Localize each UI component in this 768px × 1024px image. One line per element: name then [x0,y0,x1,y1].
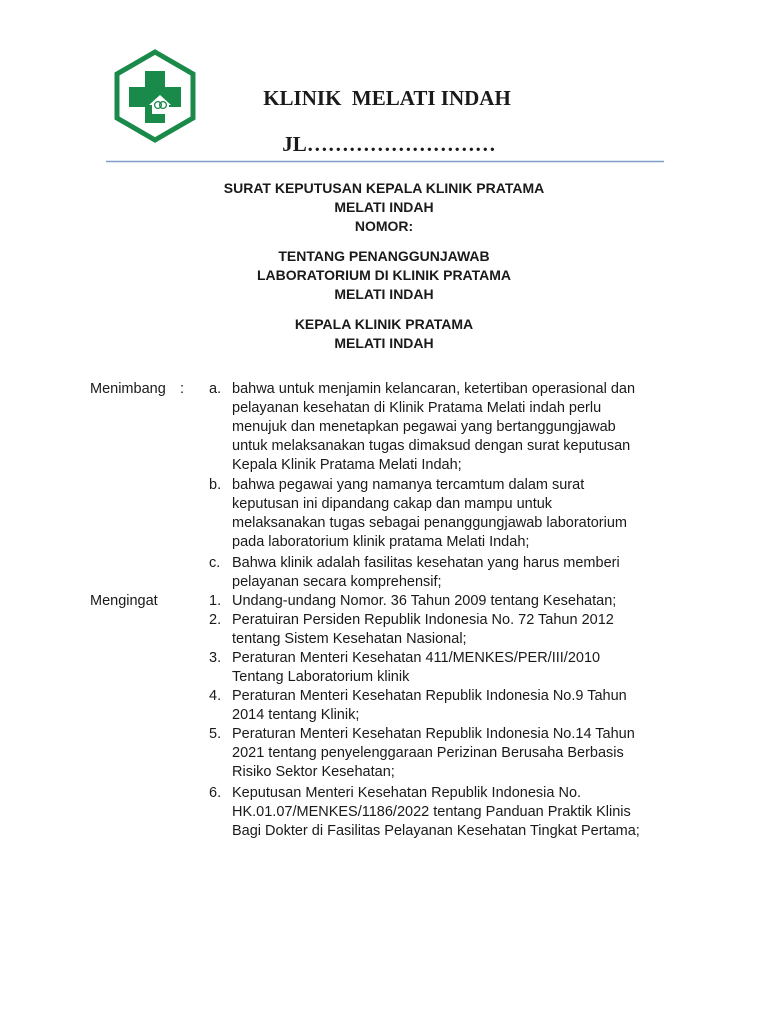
header-rule [106,160,664,163]
list-item-line: Peratuiran Persiden Republik Indonesia No. 72 Tahun 2012 [232,612,614,628]
menimbang-colon: : [180,381,185,397]
decree-subject-line: MELATI INDAH [334,286,434,302]
list-item-line: pelayanan kesehatan di Klinik Pratama Melati indah perlu [232,400,602,416]
mengingat-item-marker: 3. [209,650,222,666]
list-item-line: pada laboratorium klinik pratama Melati Indah; [232,534,530,550]
list-item-line: Tentang Laboratorium klinik [232,669,410,685]
mengingat-item-marker: 2. [209,612,222,628]
list-item-line: tentang Sistem Kesehatan Nasional; [232,631,467,647]
menimbang-item-b [232,476,672,552]
decree-title [0,179,768,236]
mengingat-item-marker: 1. [209,593,222,609]
clinic-name: KLINIK MELATI INDAH [263,86,511,110]
menimbang-item-marker: a. [209,381,222,397]
list-item-line: Kepala Klinik Pratama Melati Indah; [232,457,462,473]
list-item-line: keputusan ini dipandang cakap dan mampu untuk [232,496,553,512]
menimbang-item-marker: b. [209,477,222,493]
decree-subject-line: LABORATORIUM DI KLINIK PRATAMA [256,267,512,283]
clinic-address: JL……………………… [282,132,496,156]
list-item-line: melaksanakan tugas sebagai penanggungjawab laboratorium [232,515,627,531]
list-item-line: untuk melaksanakan tugas dimaksud dengan surat keputusan [232,438,631,454]
mengingat-label: Mengingat [90,593,158,609]
list-item-line: 2021 tentang penyelenggaraan Perizinan Berusaha Berbasis [232,745,624,761]
mengingat-item-1 [232,592,672,611]
list-item-line: Keputusan Menteri Kesehatan Republik Indonesia No. [232,785,582,801]
decree-title-line: MELATI INDAH [334,199,434,215]
menimbang-item-a [232,380,672,475]
decree-subject [0,247,768,304]
menimbang-item-marker: c. [209,555,221,571]
list-item-line: Risiko Sektor Kesehatan; [232,764,395,780]
mengingat-item-2 [232,611,672,649]
decree-issuer-line: MELATI INDAH [334,335,434,351]
mengingat-item-4 [232,687,672,725]
list-item-line: 2014 tentang Klinik; [232,707,360,723]
mengingat-item-marker: 6. [209,785,222,801]
list-item-line: menujuk dan menetapkan pegawai yang bertanggungjawab [232,419,616,435]
decree-subject-line: TENTANG PENANGGUNJAWAB [278,248,490,264]
list-item-line: pelayanan secara komprehensif; [232,574,442,590]
list-item-line: bahwa pegawai yang namanya tercamtum dalam surat [232,477,585,493]
list-item-line: Peraturan Menteri Kesehatan Republik Indonesia No.14 Tahun [232,726,635,742]
menimbang-label: Menimbang [90,381,166,397]
list-item-line: Bahwa klinik adalah fasilitas kesehatan yang harus memberi [232,555,620,571]
list-item-line: HK.01.07/MENKES/1186/2022 tentang Panduan Praktik Klinis [232,804,631,820]
mengingat-item-marker: 5. [209,726,222,742]
decree-issuer-line: KEPALA KLINIK PRATAMA [294,316,474,332]
list-item-line: Undang-undang Nomor. 36 Tahun 2009 tentang Kesehatan; [232,593,617,609]
list-item-line: bahwa untuk menjamin kelancaran, ketertiban operasional dan [232,381,636,397]
list-item-line: Peraturan Menteri Kesehatan Republik Indonesia No.9 Tahun [232,688,627,704]
mengingat-item-marker: 4. [209,688,222,704]
decree-title-line: SURAT KEPUTUSAN KEPALA KLINIK PRATAMA [223,180,545,196]
mengingat-item-5 [232,725,672,782]
list-item-line: Bagi Dokter di Fasilitas Pelayanan Kesehatan Tingkat Pertama; [232,823,640,839]
list-item-line: Peraturan Menteri Kesehatan 411/MENKES/PER/III/2010 [232,650,601,666]
menimbang-item-c [232,554,672,592]
mengingat-item-6 [232,784,672,841]
decree-number: NOMOR: [354,218,414,234]
decree-issuer [0,315,768,353]
mengingat-item-3 [232,649,672,687]
